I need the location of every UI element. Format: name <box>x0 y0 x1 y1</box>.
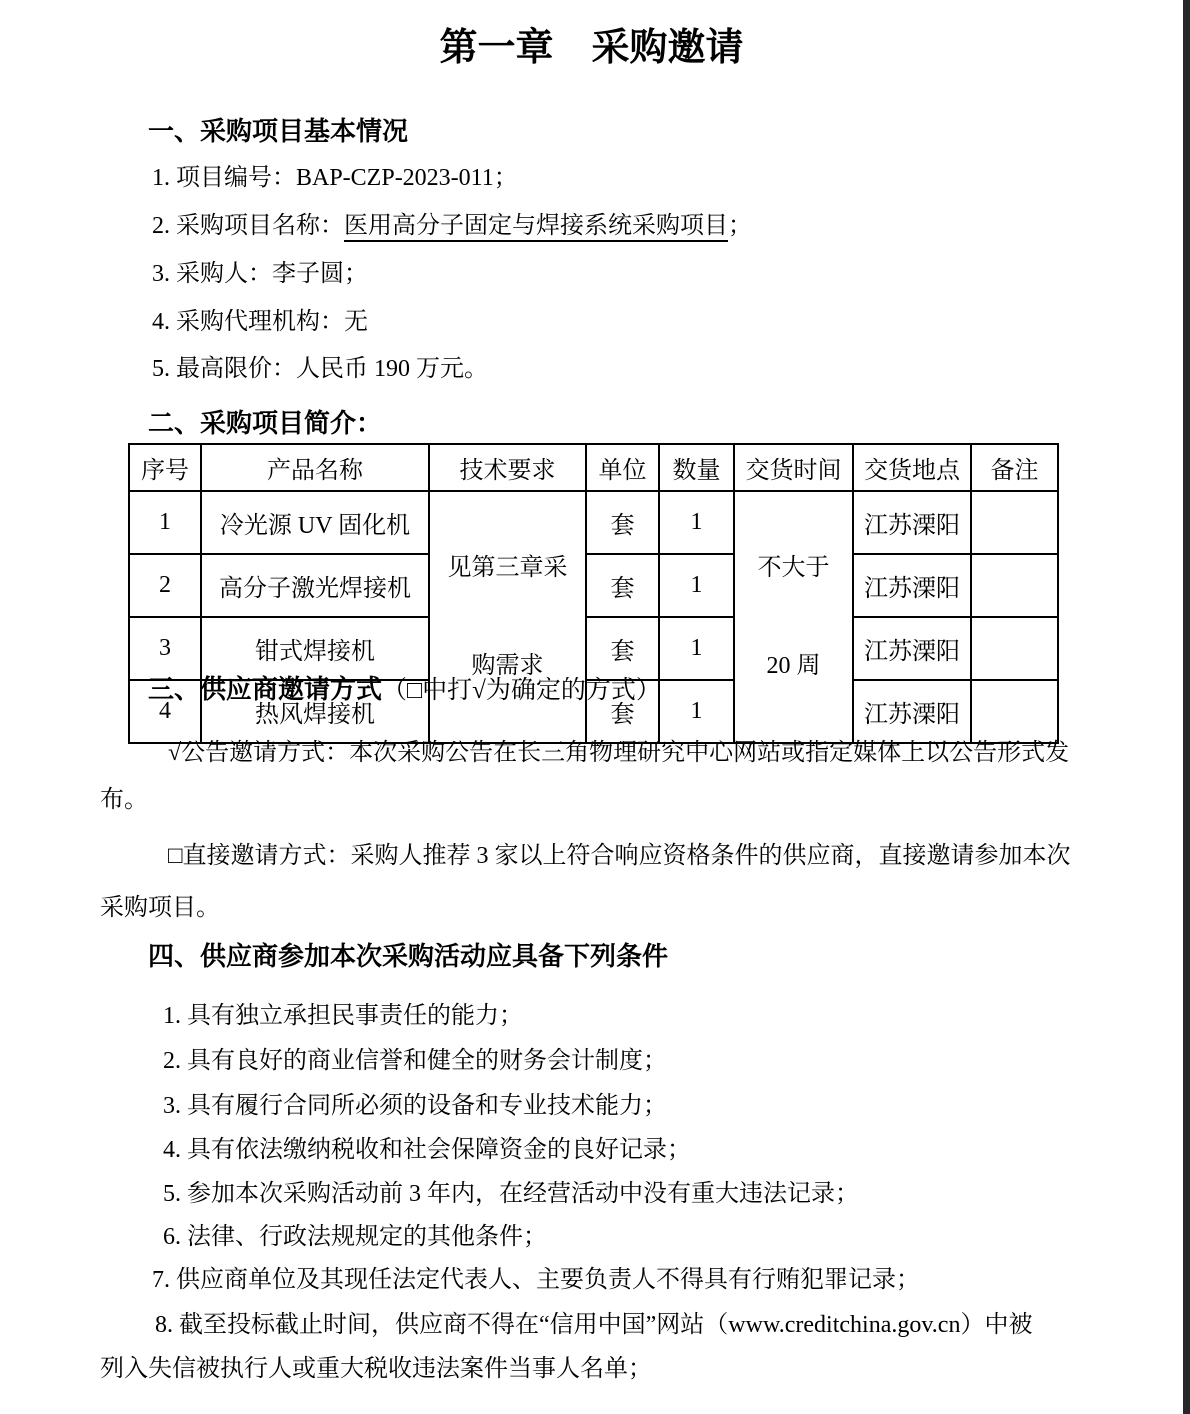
cell-qty: 1 <box>659 554 734 617</box>
cell-qty: 1 <box>659 617 734 680</box>
checkbox-empty-icon: □ <box>168 843 183 869</box>
col-header-location: 交货地点 <box>853 444 971 491</box>
section3-heading-main: 三、供应商邀请方式 <box>148 674 383 704</box>
project-name-line <box>152 209 752 243</box>
condition-5: 5. 参加本次采购活动前 3 年内，在经营活动中没有重大违法记录； <box>163 1181 859 1207</box>
cell-product: 钳式焊接机 <box>201 617 429 680</box>
condition-8: 8. 截至投标截止时间，供应商不得在“信用中国”网站（www.creditchina.gov.cn）中被 <box>155 1312 1033 1338</box>
cell-product: 高分子激光焊接机 <box>201 554 429 617</box>
section1-heading: 一、采购项目基本情况 <box>148 116 409 146</box>
col-header-unit: 单位 <box>586 444 659 491</box>
price-limit-line: 5. 最高限价：人民币 190 万元。 <box>152 356 488 382</box>
tech-requirement-line1: 见第三章采 <box>447 555 568 581</box>
direct-invite-wrap: 采购项目。 <box>100 895 220 921</box>
chapter-title: 第一章 采购邀请 <box>439 27 744 69</box>
cell-no: 4 <box>129 680 201 743</box>
delivery-time-line1: 不大于 <box>757 555 830 581</box>
section2-heading: 二、采购项目简介： <box>148 408 383 438</box>
announcement-invite-text: 公告邀请方式：本次采购公告在长三角物理研究中心网站或指定媒体上以公告形式发 <box>181 740 1070 766</box>
announcement-invite-line <box>168 736 1069 770</box>
cell-unit: 套 <box>586 491 659 554</box>
col-header-tech: 技术要求 <box>429 444 586 491</box>
condition-3: 3. 具有履行合同所必须的设备和专业技术能力； <box>163 1093 667 1119</box>
cell-location: 江苏溧阳 <box>853 491 971 554</box>
cell-remark <box>971 491 1058 554</box>
page-right-edge <box>1183 0 1190 1414</box>
cell-unit: 套 <box>586 617 659 680</box>
cell-delivery-time <box>734 491 853 743</box>
table-row <box>129 491 1058 554</box>
condition-8-wrap: 列入失信被执行人或重大税收违法案件当事人名单； <box>100 1356 652 1382</box>
section3-heading-note: （□中打√为确定的方式） <box>382 677 661 704</box>
cell-remark <box>971 617 1058 680</box>
cell-product: 热风焊接机 <box>201 680 429 743</box>
project-name-suffix: ； <box>728 213 752 239</box>
col-header-delivery-time: 交货时间 <box>734 444 853 491</box>
delivery-time-line2: 20 周 <box>766 653 821 679</box>
col-header-remark: 备注 <box>971 444 1058 491</box>
section4-heading: 四、供应商参加本次采购活动应具备下列条件 <box>148 941 669 971</box>
cell-qty: 1 <box>659 680 734 743</box>
table-row <box>129 554 1058 617</box>
project-name-label: 2. 采购项目名称： <box>152 213 344 239</box>
section3-heading <box>148 672 661 708</box>
cell-product: 冷光源 UV 固化机 <box>201 491 429 554</box>
direct-invite-text: 直接邀请方式：采购人推荐 3 家以上符合响应资格条件的供应商，直接邀请参加本次 <box>182 843 1071 869</box>
condition-2: 2. 具有良好的商业信誉和健全的财务会计制度； <box>163 1048 667 1074</box>
checkmark-icon: √ <box>168 740 182 766</box>
purchaser-line: 3. 采购人：李子圆； <box>152 261 368 287</box>
condition-4: 4. 具有依法缴纳税收和社会保障资金的良好记录； <box>163 1137 691 1163</box>
cell-qty: 1 <box>659 491 734 554</box>
cell-remark <box>971 680 1058 743</box>
tech-requirement-line2: 购需求 <box>471 653 544 679</box>
col-header-no: 序号 <box>129 444 201 491</box>
announcement-invite-wrap: 布。 <box>100 787 148 813</box>
cell-no: 2 <box>129 554 201 617</box>
direct-invite-line <box>168 839 1071 873</box>
cell-location: 江苏溧阳 <box>853 680 971 743</box>
condition-6: 6. 法律、行政法规规定的其他条件； <box>163 1224 547 1250</box>
cell-unit: 套 <box>586 680 659 743</box>
col-header-product: 产品名称 <box>201 444 429 491</box>
col-header-qty: 数量 <box>659 444 734 491</box>
project-number-line: 1. 项目编号：BAP-CZP-2023-011； <box>152 165 518 191</box>
cell-location: 江苏溧阳 <box>853 617 971 680</box>
table-row <box>129 617 1058 680</box>
cell-no: 3 <box>129 617 201 680</box>
project-name-value: 医用高分子固定与焊接系统采购项目 <box>344 213 728 242</box>
condition-1: 1. 具有独立承担民事责任的能力； <box>163 1003 523 1029</box>
cell-remark <box>971 554 1058 617</box>
cell-unit: 套 <box>586 554 659 617</box>
table-header-row <box>129 444 1058 491</box>
condition-7: 7. 供应商单位及其现任法定代表人、主要负责人不得具有行贿犯罪记录； <box>152 1267 920 1293</box>
cell-no: 1 <box>129 491 201 554</box>
cell-location: 江苏溧阳 <box>853 554 971 617</box>
agency-line: 4. 采购代理机构：无 <box>152 309 368 335</box>
